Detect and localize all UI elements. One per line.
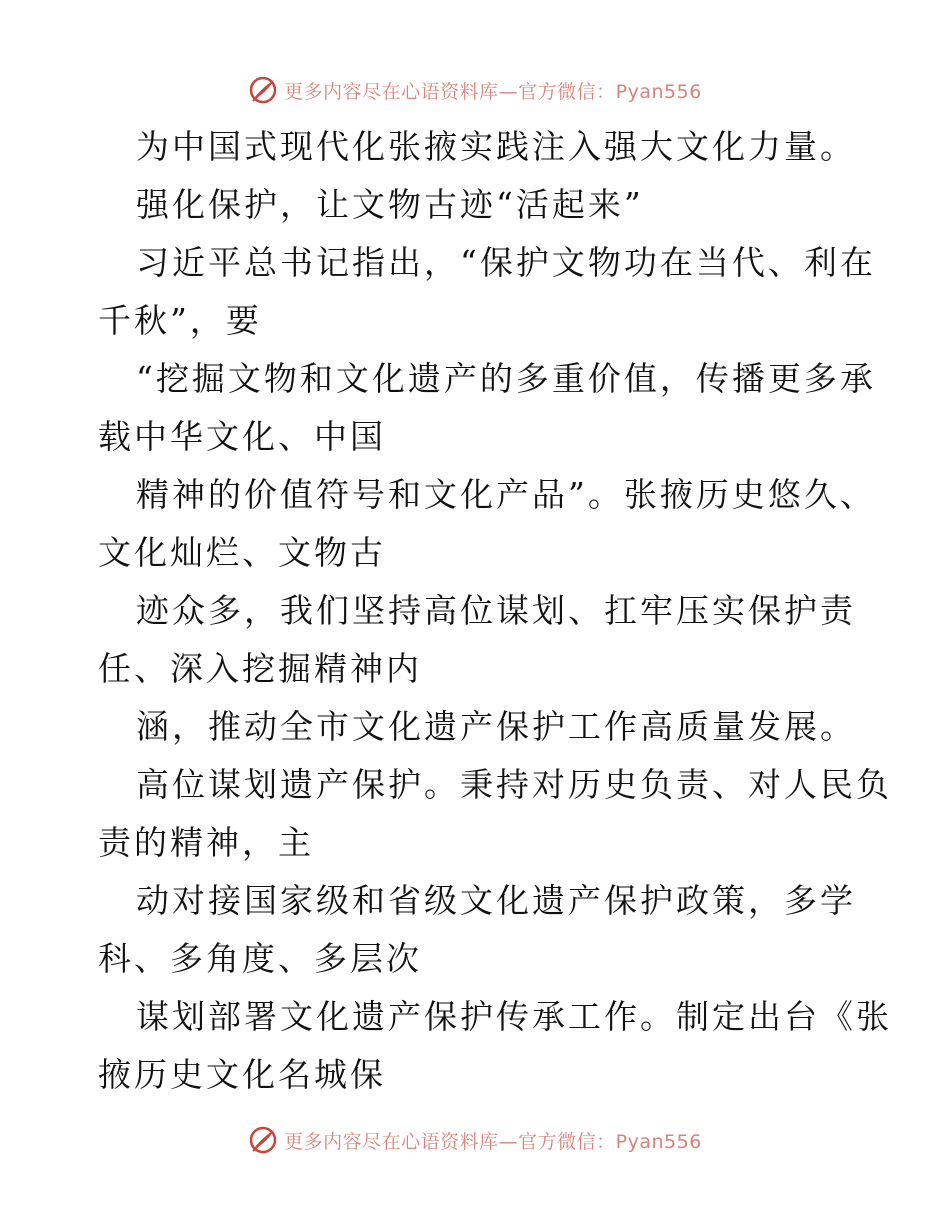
footer-banner-text: 更多内容尽在心语资料库—官方微信：Pyan556 <box>284 1130 702 1153</box>
text-line: 为中国式现代化张掖实践注入强大文化力量。 <box>136 127 856 166</box>
document-body <box>98 118 892 1104</box>
text-line: 高位谋划遗产保护。秉持对历史负责、对人民负 <box>136 765 892 804</box>
text-line: 涵，推动全市文化遗产保护工作高质量发展。 <box>136 707 856 746</box>
text-line: 载中华文化、中国 <box>98 417 386 456</box>
text-line: 任、深入挖掘精神内 <box>98 649 422 688</box>
text-line: 掖历史文化名城保 <box>98 1055 386 1094</box>
text-line: 迹众多，我们坚持高位谋划、扛牢压实保护责 <box>136 591 856 630</box>
text-line: “挖掘文物和文化遗产的多重价值，传播更多承 <box>136 359 876 398</box>
text-line: 责的精神，主 <box>98 823 314 862</box>
footer-banner <box>0 1120 950 1160</box>
quill-logo-icon <box>248 75 278 105</box>
header-banner <box>0 70 950 110</box>
text-line: 习近平总书记指出，“保护文物功在当代、利在 <box>136 243 876 282</box>
text-line: 动对接国家级和省级文化遗产保护政策，多学 <box>136 881 856 920</box>
header-banner-text: 更多内容尽在心语资料库—官方微信：Pyan556 <box>284 80 702 103</box>
text-line: 精神的价值符号和文化产品”。张掖历史悠久、 <box>136 475 876 514</box>
text-line: 文化灿烂、文物古 <box>98 533 386 572</box>
quill-logo-icon <box>248 1125 278 1155</box>
text-line: 谋划部署文化遗产保护传承工作。制定出台《张 <box>136 997 892 1036</box>
text-line: 科、多角度、多层次 <box>98 939 422 978</box>
text-line: 千秋”，要 <box>98 301 262 340</box>
text-line: 强化保护，让文物古迹“活起来” <box>136 185 644 224</box>
